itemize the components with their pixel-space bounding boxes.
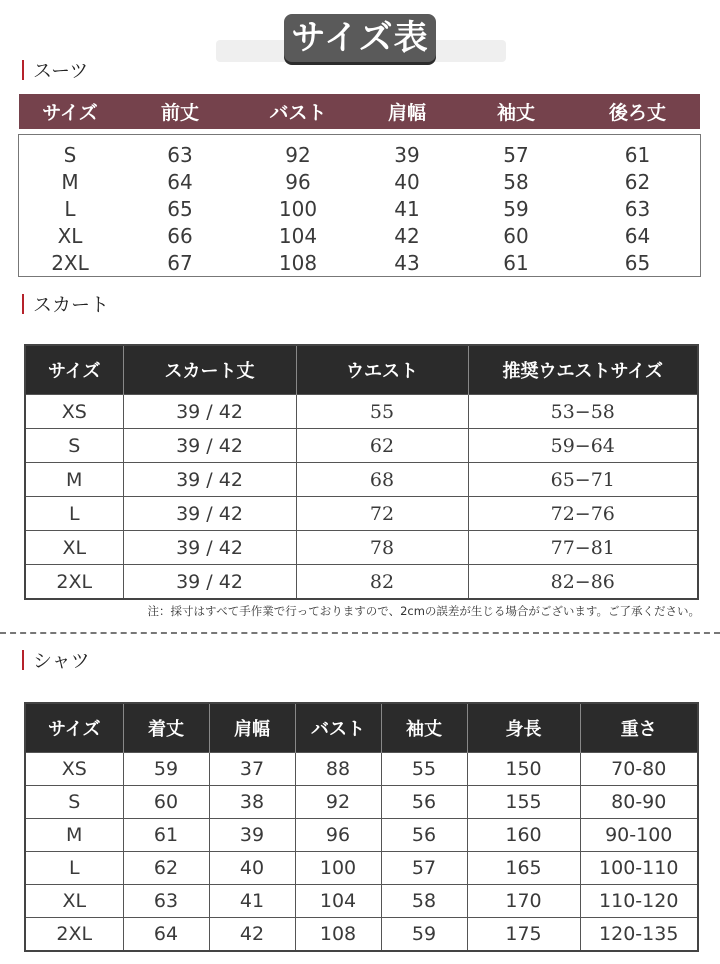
value-cell: 59−64: [468, 429, 698, 463]
section-heading-suit-label: スーツ: [33, 60, 89, 82]
table-header-row: [19, 94, 700, 129]
value-cell: 90-100: [580, 819, 698, 852]
value-cell: 108: [295, 918, 381, 952]
table-row: [25, 531, 698, 565]
value-cell: 57: [381, 852, 467, 885]
column-header: 肩幅: [357, 94, 457, 129]
value-cell: 78: [296, 531, 468, 565]
value-cell: 150: [467, 753, 580, 786]
value-cell: 40: [209, 852, 295, 885]
shirt-size-table: [24, 702, 699, 952]
value-cell: 39 / 42: [123, 565, 296, 600]
column-header: 肩幅: [209, 703, 295, 753]
table-row: [19, 168, 700, 195]
column-header: 後ろ丈: [575, 94, 700, 129]
table-row: [25, 918, 698, 952]
heading-accent-bar: [22, 294, 24, 314]
table-row: [25, 565, 698, 600]
value-cell: 72: [296, 497, 468, 531]
value-cell: 100: [295, 852, 381, 885]
value-cell: 55: [296, 395, 468, 429]
table-row: [25, 429, 698, 463]
section-divider: [0, 632, 720, 634]
value-cell: 100: [278, 196, 318, 221]
size-cell: M: [61, 169, 79, 194]
value-cell: 64: [624, 223, 651, 248]
table-row: [19, 222, 700, 249]
table-row: [25, 753, 698, 786]
value-cell: 110-120: [580, 885, 698, 918]
value-cell: 88: [295, 753, 381, 786]
value-cell: 61: [624, 142, 651, 167]
value-cell: 67: [167, 250, 193, 275]
column-header: サイズ: [25, 345, 123, 395]
value-cell: 96: [295, 819, 381, 852]
table-row: [25, 463, 698, 497]
table-row: [19, 135, 700, 168]
value-cell: 60: [503, 223, 529, 248]
size-cell: S: [25, 786, 123, 819]
suit-table-body: [19, 135, 700, 276]
value-cell: 59: [123, 753, 209, 786]
value-cell: 175: [467, 918, 580, 952]
size-cell: XL: [25, 885, 123, 918]
value-cell: 38: [209, 786, 295, 819]
value-cell: 61: [503, 250, 529, 275]
value-cell: 59: [381, 918, 467, 952]
page-title: サイズ表: [284, 14, 436, 62]
size-cell: 2XL: [51, 250, 89, 275]
section-heading-skirt-label: スカート: [33, 294, 110, 316]
value-cell: 65−71: [468, 463, 698, 497]
column-header: 推奨ウエストサイズ: [468, 345, 698, 395]
value-cell: 92: [285, 142, 311, 167]
value-cell: 82: [296, 565, 468, 600]
column-header: ウエスト: [296, 345, 468, 395]
value-cell: 58: [503, 169, 529, 194]
value-cell: 64: [167, 169, 193, 194]
table-row: [25, 497, 698, 531]
value-cell: 42: [394, 223, 420, 248]
value-cell: 41: [394, 196, 420, 221]
value-cell: 37: [209, 753, 295, 786]
heading-accent-bar: [22, 60, 24, 80]
section-heading-shirt: [22, 648, 90, 674]
skirt-table-body: [25, 395, 698, 600]
value-cell: 70-80: [580, 753, 698, 786]
value-cell: 68: [296, 463, 468, 497]
value-cell: 59: [503, 196, 529, 221]
size-cell: XS: [25, 753, 123, 786]
value-cell: 63: [167, 142, 193, 167]
column-header: 前丈: [121, 94, 239, 129]
column-header: 重さ: [580, 703, 698, 753]
value-cell: 155: [467, 786, 580, 819]
column-header: バスト: [239, 94, 357, 129]
value-cell: 53−58: [468, 395, 698, 429]
section-heading-skirt: [22, 292, 109, 318]
value-cell: 104: [295, 885, 381, 918]
value-cell: 100-110: [580, 852, 698, 885]
value-cell: 72−76: [468, 497, 698, 531]
shirt-table-body: [25, 753, 698, 952]
table-row: [25, 395, 698, 429]
value-cell: 63: [123, 885, 209, 918]
value-cell: 92: [295, 786, 381, 819]
value-cell: 56: [381, 819, 467, 852]
column-header: スカート丈: [123, 345, 296, 395]
value-cell: 62: [296, 429, 468, 463]
value-cell: 120-135: [580, 918, 698, 952]
size-cell: XL: [57, 223, 83, 248]
value-cell: 63: [624, 196, 651, 221]
value-cell: 62: [123, 852, 209, 885]
value-cell: 55: [381, 753, 467, 786]
value-cell: 39 / 42: [123, 395, 296, 429]
value-cell: 66: [167, 223, 193, 248]
table-row: [19, 249, 700, 276]
value-cell: 39 / 42: [123, 531, 296, 565]
value-cell: 57: [503, 142, 529, 167]
value-cell: 56: [381, 786, 467, 819]
section-heading-shirt-label: シャツ: [33, 650, 90, 672]
column-header: 身長: [467, 703, 580, 753]
value-cell: 40: [394, 169, 420, 194]
value-cell: 160: [467, 819, 580, 852]
value-cell: 165: [467, 852, 580, 885]
section-heading-suit: [22, 58, 88, 84]
value-cell: 170: [467, 885, 580, 918]
size-cell: L: [25, 852, 123, 885]
size-cell: S: [25, 429, 123, 463]
column-header: サイズ: [19, 94, 121, 129]
value-cell: 65: [624, 250, 651, 275]
value-cell: 39 / 42: [123, 497, 296, 531]
value-cell: 104: [278, 223, 318, 248]
size-cell: M: [25, 819, 123, 852]
value-cell: 82−86: [468, 565, 698, 600]
value-cell: 65: [167, 196, 193, 221]
table-row: [25, 786, 698, 819]
size-cell: 2XL: [25, 918, 123, 952]
value-cell: 39: [209, 819, 295, 852]
size-cell: 2XL: [25, 565, 123, 600]
column-header: サイズ: [25, 703, 123, 753]
skirt-size-table: [24, 344, 699, 600]
value-cell: 42: [209, 918, 295, 952]
column-header: 袖丈: [381, 703, 467, 753]
value-cell: 43: [394, 250, 420, 275]
column-header: 着丈: [123, 703, 209, 753]
size-cell: XS: [25, 395, 123, 429]
title-banner: [0, 12, 720, 62]
value-cell: 64: [123, 918, 209, 952]
table-header-row: [25, 703, 698, 753]
value-cell: 77−81: [468, 531, 698, 565]
table-row: [25, 885, 698, 918]
value-cell: 96: [285, 169, 311, 194]
value-cell: 61: [123, 819, 209, 852]
table-header-row: [25, 345, 698, 395]
size-cell: L: [25, 497, 123, 531]
value-cell: 80-90: [580, 786, 698, 819]
value-cell: 39 / 42: [123, 429, 296, 463]
value-cell: 39 / 42: [123, 463, 296, 497]
value-cell: 39: [394, 142, 420, 167]
suit-size-table: [19, 94, 700, 276]
table-row: [25, 852, 698, 885]
table-row: [25, 819, 698, 852]
value-cell: 41: [209, 885, 295, 918]
table-row: [19, 195, 700, 222]
heading-accent-bar: [22, 650, 24, 670]
size-cell: L: [64, 196, 76, 221]
value-cell: 60: [123, 786, 209, 819]
size-cell: XL: [25, 531, 123, 565]
column-header: バスト: [295, 703, 381, 753]
size-cell: S: [63, 142, 77, 167]
value-cell: 58: [381, 885, 467, 918]
value-cell: 62: [624, 169, 651, 194]
column-header: 袖丈: [457, 94, 575, 129]
size-cell: M: [25, 463, 123, 497]
value-cell: 108: [278, 250, 318, 275]
measurement-note: 注：採寸はすべて手作業で行っておりますので、2cmの誤差が生じる場合がございます。ご了承ください。: [147, 604, 700, 618]
